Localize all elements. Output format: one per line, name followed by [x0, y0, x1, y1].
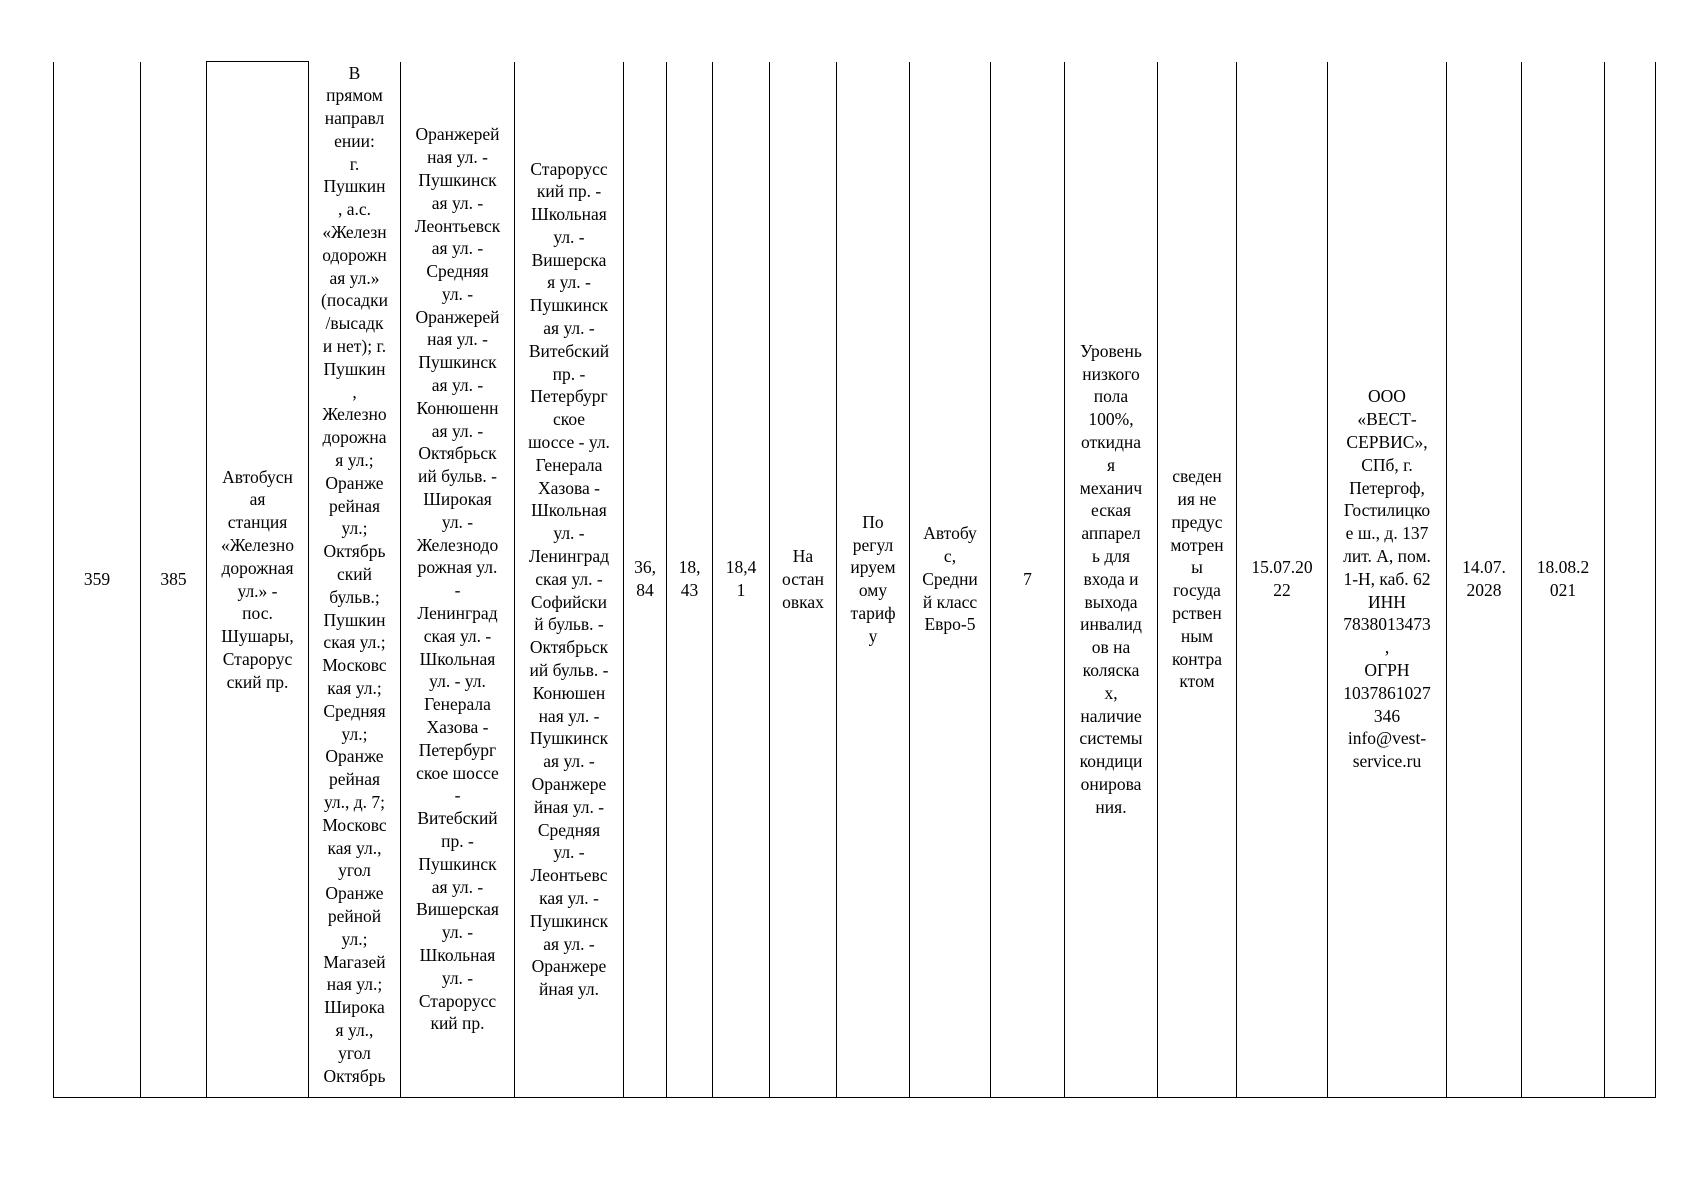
registration-number-cell [54, 62, 141, 1098]
contract-info-cell [1158, 62, 1237, 1098]
change-date: 18.08.2 021 [1536, 557, 1590, 601]
streets-backward: Старорусс кий пр. - Школьная ул. - Вишерска я ул. - Пушкинск ая ул. - Витебский пр. - Петербург ское шоссе - ул. Генерала Хазова - Школьная ул. - Ленинград ская ул. - Софийски й бульв. - Октябрьск ий бульв. - Конюшен ная ул. - Пушкинск ая ул. - Оранжере йная ул. - Средняя ул. - Леонтьевс кая ул. - Пушкинск ая ул. - Оранжере йная ул. [528, 158, 610, 1000]
tariff-type-cell [837, 62, 910, 1098]
registration-number: 359 [83, 568, 111, 589]
carrier-cell [1328, 62, 1447, 1098]
extra-cell [1605, 62, 1656, 1098]
length-forward: 18, 43 [678, 557, 701, 601]
vehicle-type: Автобу с, Средни й класс Евро-5 [922, 523, 978, 635]
route-name: Автобусн ая станция «Железно дорожная ул.» - пос. Шушары, Старорус ский пр. [220, 466, 295, 692]
route-name-cell [207, 62, 309, 1098]
streets-forward-cell [401, 62, 515, 1098]
tariff-type: По регул ируем ому тариф у [850, 511, 896, 646]
streets-backward-cell [515, 62, 624, 1098]
end-date-cell [1447, 62, 1522, 1098]
length-total-cell [624, 62, 667, 1098]
contract-info: сведен ия не предус мотрен ы госуда рствен ным контра ктом [1170, 466, 1224, 692]
route-number-cell [141, 62, 207, 1098]
vehicle-type-cell [910, 62, 991, 1098]
route-number: 385 [160, 568, 187, 589]
length-backward-cell [713, 62, 770, 1098]
length-total: 36, 84 [634, 557, 656, 601]
start-date-cell [1237, 62, 1328, 1098]
stops-list: В прямом направл ении: г. Пушкин , а.с. «Железн одорожн ая ул.» (посадки /высадк и нет); г. Пушкин , Железно дорожна я ул.; Оранже рейная ул.; Октябрь ский бульв.; Пушкин ская ул.; Московс кая ул.; Средняя ул.; Оранже рейная ул., д. 7; Московс кая ул., угол Оранже рейной ул.; Магазей ная ул.; Широка я ул., угол Октябрь [321, 62, 388, 1086]
streets-forward: Оранжерей ная ул. - Пушкинск ая ул. - Леонтьевск ая ул. - Средняя ул. - Оранжерей ная ул. - Пушкинск ая ул. - Конюшенн ая ул. - Октябрьск ий бульв. - Широкая ул. - Железнодо рожная ул. - Ленинград ская ул. - Школьная ул. - ул. Генерала Хазова - Петербург ское шоссе - Витебский пр. - Пушкинск ая ул. - Вишерская ул. - Школьная ул. - Старорусс кий пр. [414, 124, 501, 1034]
vehicle-count: 7 [1023, 568, 1032, 589]
change-date-cell [1522, 62, 1605, 1098]
length-backward: 18,4 1 [725, 557, 757, 601]
vehicle-features-cell [1065, 62, 1158, 1098]
route-registry-table [53, 61, 1656, 1098]
end-date: 14.07. 2028 [1462, 557, 1506, 601]
boarding-order-cell [770, 62, 837, 1098]
vehicle-count-cell [991, 62, 1065, 1098]
start-date: 15.07.20 22 [1251, 557, 1313, 601]
length-forward-cell [667, 62, 713, 1098]
boarding-order: На остан овках [782, 546, 824, 612]
carrier-info: ООО «ВЕСТ- СЕРВИС», СПб, г. Петергоф, Гостилицко е ш., д. 137 лит. А, пом. 1-Н, каб. 62 ИНН 7838013473 , ОГРН 1037861027 346 info@vest- service.ru [1343, 386, 1431, 772]
table-row [54, 62, 1656, 1098]
stops-cell [309, 62, 401, 1098]
vehicle-features: Уровень низкого пола 100%, откидна я механич еская аппарел ь для входа и выхода инвалид ов на коляска х, наличие системы кондици онирова ния. [1079, 340, 1143, 817]
